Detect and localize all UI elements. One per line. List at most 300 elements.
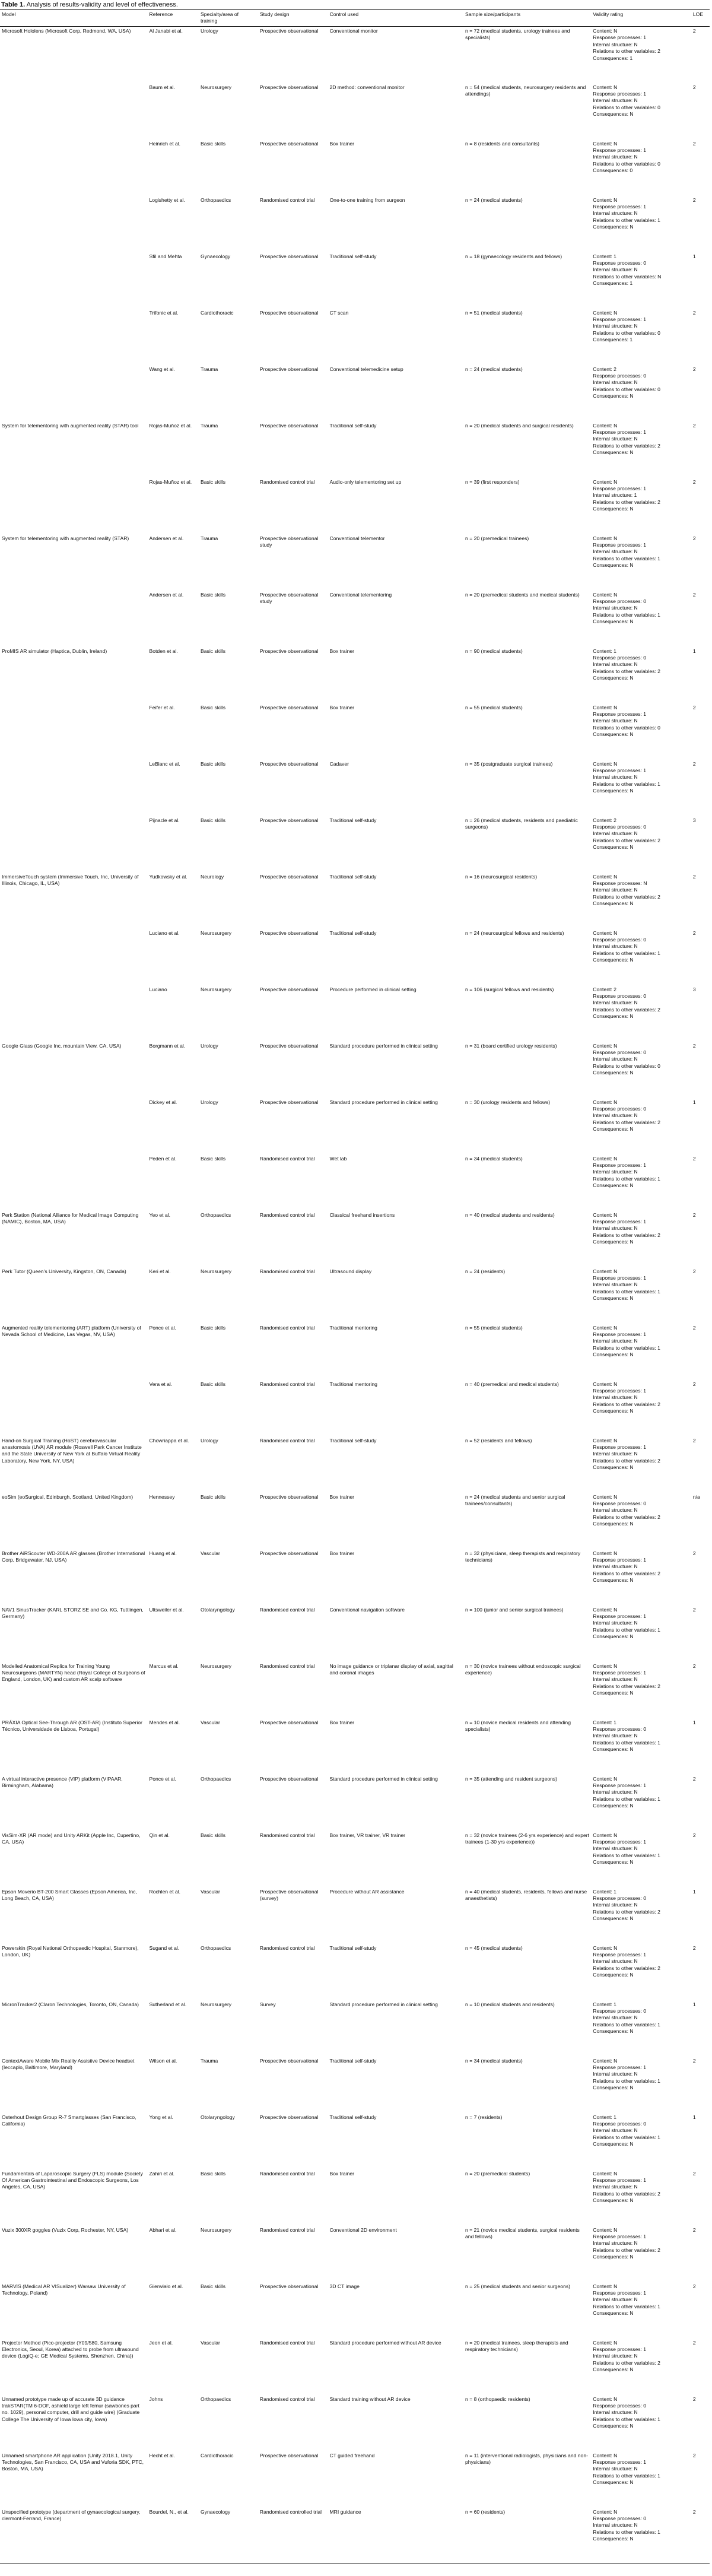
validity-line: Response processes: 0 bbox=[593, 936, 647, 943]
cell-loe: 2 bbox=[692, 2226, 696, 2233]
validity-line: Consequences: N bbox=[593, 2366, 634, 2373]
cell-control: Box trainer bbox=[329, 140, 355, 147]
table-row bbox=[0, 2508, 710, 2564]
cell-reference: Bourdel, N., et al. bbox=[148, 2508, 199, 2564]
validity-line: Consequences: N bbox=[593, 1972, 634, 1978]
col-header-validity: Validity rating bbox=[591, 10, 691, 27]
validity-line: Relations to other variables: 1 bbox=[593, 2077, 660, 2084]
cell-reference: Al Janabi et al. bbox=[149, 28, 183, 34]
cell-reference: Vera et al. bbox=[149, 1381, 173, 1387]
cell-control: Wet lab bbox=[329, 1155, 347, 1162]
cell-reference: Hecht et al. bbox=[149, 2452, 175, 2458]
cell-sample: n = 30 (novice trainees without endoscopic surgical experience) bbox=[465, 1663, 581, 1676]
validity-line: Internal structure: N bbox=[593, 605, 638, 611]
cell-loe: 2 bbox=[692, 591, 696, 598]
validity-line: Relations to other variables: 2 bbox=[593, 1908, 660, 1915]
cell-sample: n = 54 (medical students, neurosurgery residents and attendings) bbox=[465, 84, 586, 97]
validity-line: Content: 1 bbox=[593, 1719, 616, 1725]
validity-line: Content: N bbox=[593, 2057, 618, 2064]
validity-line: Response processes: 0 bbox=[593, 2120, 647, 2127]
validity-line: Content: N bbox=[593, 1381, 618, 1387]
results-table bbox=[0, 9, 710, 2564]
validity-line: Relations to other variables: 2 bbox=[593, 2247, 660, 2253]
validity-line: Consequences: N bbox=[593, 957, 634, 963]
cell-design: Prospective observational bbox=[259, 2452, 319, 2458]
validity-line: Response processes: 0 bbox=[593, 2007, 647, 2014]
validity-line: Response processes: 1 bbox=[593, 1444, 647, 1450]
cell-design: Survey bbox=[259, 2001, 276, 2007]
cell-model: Google Glass (Google Inc, mountain View, CA, USA) bbox=[2, 1042, 122, 1049]
cell-specialty: Orthopaedics bbox=[201, 1944, 231, 1951]
cell-design: Prospective observational bbox=[259, 28, 319, 34]
cell-validity bbox=[591, 816, 691, 873]
cell-validity bbox=[591, 1154, 691, 1211]
cell-control: Traditional self-study bbox=[329, 873, 377, 880]
validity-line: Relations to other variables: 2 bbox=[593, 48, 660, 55]
cell-sample: n = 40 (medical students, residents, fellows and nurse anaesthetists) bbox=[465, 1888, 587, 1901]
cell-validity bbox=[591, 703, 691, 760]
cell-sample: n = 10 (novice medical residents and attending specialists) bbox=[465, 1719, 571, 1732]
cell-control: Traditional self-study bbox=[329, 817, 377, 823]
table-row bbox=[0, 929, 710, 985]
validity-line: Relations to other variables: 0 bbox=[593, 329, 660, 336]
validity-line: Internal structure: N bbox=[593, 1338, 638, 1344]
cell-reference: Zahiri et al. bbox=[149, 2170, 175, 2177]
validity-line: Consequences: N bbox=[593, 393, 634, 399]
validity-line: Response processes: 1 bbox=[593, 147, 647, 153]
validity-line: Response processes: 1 bbox=[593, 1951, 647, 1958]
cell-reference: Feifer et al. bbox=[149, 704, 175, 710]
cell-reference: Keri et al. bbox=[149, 1268, 171, 1274]
cell-reference: Luciano et al. bbox=[149, 929, 180, 936]
cell-design: Prospective observational bbox=[259, 1775, 319, 1782]
cell-sample: n = 20 (premedical trainees) bbox=[465, 535, 529, 541]
cell-sample: n = 11 (interventional radiologists, physicians and non-physicians) bbox=[465, 2452, 588, 2465]
cell-model: A virtual interactive presence (VIP) platform (VIPAAR, Birmingham, Alabama) bbox=[2, 1775, 123, 1788]
validity-line: Content: N bbox=[593, 1211, 618, 1218]
cell-control: Traditional self-study bbox=[329, 2057, 377, 2064]
cell-control: Box trainer bbox=[329, 1719, 355, 1725]
cell-design: Randomised control trial bbox=[259, 2339, 315, 2346]
cell-control: Conventional telementor bbox=[329, 535, 385, 541]
cell-control: Audio-only telementoring set up bbox=[329, 478, 402, 485]
cell-specialty: Basic skills bbox=[201, 478, 226, 485]
validity-line: Consequences: 1 bbox=[593, 280, 633, 287]
cell-loe: 2 bbox=[692, 704, 696, 710]
validity-line: Response processes: 1 bbox=[593, 429, 647, 435]
cell-control: Standard training without AR device bbox=[329, 2396, 411, 2402]
cell-specialty: Basic skills bbox=[201, 817, 226, 823]
table-row bbox=[0, 1718, 710, 1775]
validity-line: Internal structure: N bbox=[593, 1563, 638, 1570]
cell-loe: 1 bbox=[692, 253, 696, 259]
cell-design: Randomised control trial bbox=[259, 2170, 315, 2177]
cell-model bbox=[0, 591, 148, 647]
validity-line: Response processes: 1 bbox=[593, 2177, 647, 2183]
validity-line: Consequences: N bbox=[593, 2479, 634, 2486]
validity-line: Relations to other variables: 0 bbox=[593, 386, 660, 392]
cell-reference: Qin et al. bbox=[149, 1832, 170, 1838]
validity-line: Internal structure: N bbox=[593, 1169, 638, 1175]
cell-model bbox=[0, 816, 148, 873]
validity-line: Consequences: N bbox=[593, 1915, 634, 1922]
validity-line: Relations to other variables: 2 bbox=[593, 1457, 660, 1464]
cell-loe: 2 bbox=[692, 1944, 696, 1951]
cell-model: Projector Method (Pico-projector (Y09/580, Samsung Electronics, Seoul, Korea) attached to probe from ultrasound device (LogiQ-e; GE Medical Systems, Shenzhen, China)) bbox=[2, 2339, 139, 2359]
cell-model bbox=[0, 985, 148, 1042]
cell-validity bbox=[591, 196, 691, 252]
cell-sample: n = 20 (medical students and surgical residents) bbox=[465, 422, 574, 429]
cell-design: Prospective observational bbox=[259, 309, 319, 316]
validity-line: Response processes: 1 bbox=[593, 1556, 647, 1563]
cell-reference: Ponce et al. bbox=[149, 1775, 176, 1782]
cell-design: Prospective observational bbox=[259, 648, 319, 654]
cell-control: Box trainer bbox=[329, 648, 355, 654]
cell-loe: 2 bbox=[692, 2283, 696, 2289]
cell-sample: n = 25 (medical students and senior surgeons) bbox=[465, 2283, 571, 2289]
cell-specialty: Basic skills bbox=[201, 1832, 226, 1838]
cell-reference: Sugand et al. bbox=[149, 1944, 180, 1951]
cell-design: Randomised control trial bbox=[259, 1268, 315, 1274]
table-row bbox=[0, 1606, 710, 1662]
validity-line: Response processes: 0 bbox=[593, 1725, 647, 1732]
validity-line: Consequences: N bbox=[593, 1803, 634, 1809]
validity-line: Response processes: 0 bbox=[593, 992, 647, 999]
cell-loe: 2 bbox=[692, 196, 696, 203]
cell-control: Traditional self-study bbox=[329, 1944, 377, 1951]
cell-control: Conventional monitor bbox=[329, 28, 378, 34]
table-row bbox=[0, 139, 710, 196]
cell-loe: 2 bbox=[692, 1663, 696, 1669]
cell-design: Prospective observational bbox=[259, 1099, 319, 1105]
validity-line: Relations to other variables: 2 bbox=[593, 837, 660, 843]
cell-validity bbox=[591, 1944, 691, 2000]
validity-line: Content: N bbox=[593, 1268, 618, 1274]
validity-line: Consequences: N bbox=[593, 1295, 634, 1302]
cell-validity bbox=[591, 591, 691, 647]
cell-specialty: Basic skills bbox=[201, 1493, 226, 1500]
cell-validity bbox=[591, 139, 691, 196]
validity-line: Consequences: N bbox=[593, 449, 634, 456]
col-header-reference: Reference bbox=[148, 10, 199, 27]
table-row bbox=[0, 1380, 710, 1436]
cell-sample: n = 7 (residents) bbox=[465, 2114, 503, 2120]
validity-line: Relations to other variables: 2 bbox=[593, 1232, 660, 1238]
cell-control: Box trainer bbox=[329, 704, 355, 710]
validity-line: Internal structure: N bbox=[593, 774, 638, 781]
validity-line: Response processes: 0 bbox=[593, 372, 647, 379]
table-row bbox=[0, 2000, 710, 2057]
cell-control: MRI guidance bbox=[328, 2508, 463, 2564]
cell-control: Traditional self-study bbox=[329, 253, 377, 259]
cell-model bbox=[0, 365, 148, 421]
validity-line: Consequences: N bbox=[593, 2423, 634, 2429]
cell-model bbox=[0, 252, 148, 309]
cell-specialty: Urology bbox=[201, 1099, 218, 1105]
cell-design: Prospective observational (survey) bbox=[259, 1888, 319, 1901]
validity-line: Consequences: N bbox=[593, 2197, 634, 2204]
cell-loe: 2 bbox=[692, 535, 696, 541]
cell-design: Prospective observational bbox=[259, 84, 319, 90]
validity-line: Internal structure: N bbox=[593, 661, 638, 668]
validity-line: Internal structure: N bbox=[593, 1620, 638, 1626]
validity-line: Relations to other variables: 2 bbox=[593, 2359, 660, 2366]
cell-sample: n = 72 (medical students, urology trainees and specialists) bbox=[465, 28, 570, 41]
validity-line: Relations to other variables: 2 bbox=[593, 442, 660, 449]
table-row bbox=[0, 2113, 710, 2169]
cell-control: Traditional self-study bbox=[329, 422, 377, 429]
validity-line: Response processes: N bbox=[593, 880, 647, 886]
cell-design: Prospective observational bbox=[259, 929, 319, 936]
cell-validity bbox=[591, 1775, 691, 1831]
validity-line: Internal structure: 1 bbox=[593, 492, 637, 499]
cell-model: Powerskin (Royal National Orthopaedic Hospital, Stanmore), London, UK) bbox=[2, 1944, 139, 1958]
cell-loe: 2 bbox=[692, 1775, 696, 1782]
cell-reference: Botden et al. bbox=[149, 648, 178, 654]
cell-loe: 2 bbox=[692, 422, 696, 429]
table-row bbox=[0, 365, 710, 421]
validity-line: Relations to other variables: 1 bbox=[593, 950, 660, 956]
validity-line: Content: N bbox=[593, 2170, 618, 2177]
cell-model: PRÁXIA Optical See-Through AR (OST-AR) (Instituto Superior Técnico, Universidade de Lisboa, Portugal) bbox=[2, 1719, 142, 1732]
cell-reference: Rochlen et al. bbox=[149, 1888, 181, 1895]
cell-validity bbox=[591, 534, 691, 591]
validity-line: Relations to other variables: N bbox=[593, 273, 662, 280]
cell-loe: n/a bbox=[692, 1493, 700, 1500]
cell-loe: 1 bbox=[692, 1099, 696, 1105]
cell-validity bbox=[591, 478, 691, 534]
validity-line: Internal structure: N bbox=[593, 1733, 638, 1739]
validity-line: Response processes: 1 bbox=[593, 2064, 647, 2070]
cell-design: Prospective observational bbox=[259, 2057, 319, 2064]
cell-sample: n = 8 (orthopaedic residents) bbox=[465, 2396, 530, 2402]
cell-control: Procedure performed in clinical setting bbox=[329, 986, 417, 992]
cell-model: Modelled Anatomical Replica for Training Young Neurosurgeons (MARTYN) head (Royal College of Surgeons of England, London, UK) and custom AR scalp software bbox=[2, 1663, 145, 1683]
cell-sample: n = 24 (neurosurgical fellows and residents) bbox=[465, 929, 564, 936]
validity-line: Content: N bbox=[593, 535, 618, 541]
validity-line: Internal structure: N bbox=[593, 323, 638, 329]
validity-line: Response processes: 1 bbox=[593, 1669, 647, 1676]
validity-line: Content: N bbox=[593, 1550, 618, 1556]
validity-line: Response processes: 0 bbox=[593, 1500, 647, 1506]
table-row bbox=[0, 2282, 710, 2339]
cell-model: Fundamentals of Laparoscopic Surgery (FLS) module (Society Of American Gastrointestinal and Endoscopic Surgeons, Los Angeles, CA, USA) bbox=[2, 2170, 143, 2190]
validity-line: Content: N bbox=[593, 1493, 618, 1500]
cell-model bbox=[0, 139, 148, 196]
validity-line: Response processes: 0 bbox=[593, 2402, 647, 2409]
cell-loe: 2 bbox=[692, 1381, 696, 1387]
cell-specialty: Basic skills bbox=[201, 140, 226, 147]
cell-model: Microsoft Hololens (Microsoft Corp, Redmond, WA, USA) bbox=[2, 28, 131, 34]
cell-model bbox=[0, 760, 148, 816]
cell-validity bbox=[591, 1718, 691, 1775]
cell-model: eoSim (eoSurgical, Edinburgh, Scotland, United Kingdom) bbox=[2, 1493, 134, 1500]
cell-validity bbox=[591, 760, 691, 816]
cell-reference: LeBlanc et al. bbox=[149, 760, 180, 767]
validity-line: Consequences: 1 bbox=[593, 337, 633, 343]
validity-line: Internal structure: N bbox=[593, 1902, 638, 1908]
cell-sample: n = 100 (junior and senior surgical trainees) bbox=[465, 1606, 564, 1613]
cell-sample: n = 39 (first responders) bbox=[465, 478, 520, 485]
validity-line: Content: N bbox=[593, 704, 618, 710]
validity-line: Consequences: N bbox=[593, 1013, 634, 1020]
validity-line: Content: N bbox=[593, 1606, 618, 1613]
cell-sample: n = 51 (medical students) bbox=[465, 309, 523, 316]
validity-line: Content: N bbox=[593, 929, 618, 936]
validity-line: Consequences: N bbox=[593, 1521, 634, 1527]
validity-line: Internal structure: N bbox=[593, 1789, 638, 1795]
validity-line: Consequences: N bbox=[593, 1070, 634, 1076]
validity-line: Content: 1 bbox=[593, 2114, 616, 2120]
cell-reference: Heinrich et al. bbox=[149, 140, 181, 147]
validity-line: Response processes: 1 bbox=[593, 2289, 647, 2296]
validity-line: Response processes: 0 bbox=[593, 598, 647, 604]
cell-control: Traditional self-study bbox=[329, 1437, 377, 1444]
validity-line: Internal structure: N bbox=[593, 887, 638, 893]
cell-design: Randomised control trial bbox=[259, 1381, 315, 1387]
cell-validity bbox=[591, 252, 691, 309]
validity-line: Content: N bbox=[593, 760, 618, 767]
validity-line: Consequences: N bbox=[593, 900, 634, 907]
validity-line: Relations to other variables: 2 bbox=[593, 1119, 660, 1125]
cell-sample: n = 90 (medical students) bbox=[465, 648, 523, 654]
validity-line: Content: 2 bbox=[593, 986, 616, 992]
cell-validity bbox=[591, 83, 691, 139]
cell-loe: 2 bbox=[691, 2508, 710, 2564]
cell-model bbox=[0, 83, 148, 139]
cell-loe: 2 bbox=[692, 140, 696, 147]
cell-loe: 2 bbox=[692, 1832, 696, 1838]
cell-specialty: Vascular bbox=[201, 1888, 220, 1895]
validity-line: Internal structure: N bbox=[593, 267, 638, 273]
validity-line: Content: N bbox=[593, 422, 618, 429]
cell-design: Prospective observational bbox=[259, 253, 319, 259]
cell-sample: n = 32 (novice trainees (2-6 yrs experience) and expert trainees (1-30 yrs experience)) bbox=[465, 1832, 590, 1845]
cell-specialty: Cardiothoracic bbox=[201, 309, 234, 316]
cell-sample: n = 32 (physicians, sleep therapists and respiratory technicians) bbox=[465, 1550, 581, 1563]
validity-line: Response processes: 1 bbox=[593, 316, 647, 322]
validity-line: Consequences: N bbox=[593, 224, 634, 230]
cell-reference: Andersen et al. bbox=[149, 535, 184, 541]
cell-control: Standard procedure performed without AR device bbox=[329, 2339, 441, 2346]
cell-loe: 2 bbox=[692, 1550, 696, 1556]
cell-specialty: Gynaecology bbox=[199, 2508, 258, 2564]
cell-loe: 2 bbox=[692, 84, 696, 90]
validity-line: Internal structure: N bbox=[593, 1958, 638, 1965]
cell-validity bbox=[591, 2226, 691, 2282]
table-row bbox=[0, 1887, 710, 1944]
cell-loe: 2 bbox=[692, 1437, 696, 1444]
cell-specialty: Neurosurgery bbox=[201, 84, 232, 90]
validity-line: Content: N bbox=[593, 28, 618, 34]
cell-validity bbox=[591, 1831, 691, 1887]
validity-line: Response processes: 1 bbox=[593, 2233, 647, 2239]
table-row bbox=[0, 2226, 710, 2282]
validity-line: Internal structure: N bbox=[593, 2015, 638, 2021]
validity-line: Relations to other variables: 1 bbox=[593, 1852, 660, 1858]
cell-design: Prospective observational bbox=[259, 1042, 319, 1049]
validity-line: Response processes: 0 bbox=[593, 2515, 647, 2521]
cell-design: Randomised control trial bbox=[259, 1437, 315, 1444]
validity-line: Consequences: N bbox=[593, 2254, 634, 2260]
table-row bbox=[0, 816, 710, 873]
cell-specialty: Urology bbox=[201, 28, 218, 34]
table-row bbox=[0, 196, 710, 252]
validity-line: Consequences: N bbox=[593, 675, 634, 681]
cell-model: Vuzix 300XR goggles (Vuzix Corp, Rochester, NY, USA) bbox=[2, 2226, 129, 2233]
cell-reference: Rojas-Muñoz et al. bbox=[149, 478, 192, 485]
validity-line: Internal structure: N bbox=[593, 2240, 638, 2247]
cell-model: Epson Moverio BT-200 Smart Glasses (Epson America, Inc, Long Beach, CA, USA) bbox=[2, 1888, 137, 1901]
cell-design: Randomised control trial bbox=[259, 1606, 315, 1613]
cell-design: Randomised control trial bbox=[259, 1155, 315, 1162]
cell-specialty: Vascular bbox=[201, 1550, 220, 1556]
validity-line: Content: N bbox=[593, 1663, 618, 1669]
table-row bbox=[0, 534, 710, 591]
cell-validity bbox=[591, 985, 691, 1042]
cell-control: One-to-one training from surgeon bbox=[329, 196, 405, 203]
cell-sample: n = 60 (residents) bbox=[463, 2508, 591, 2564]
cell-loe: 2 bbox=[692, 28, 696, 34]
validity-line: Internal structure: N bbox=[593, 2409, 638, 2416]
cell-reference: Trifonic et al. bbox=[149, 309, 179, 316]
cell-validity bbox=[591, 1098, 691, 1154]
validity-line: Consequences: N bbox=[593, 1746, 634, 1753]
validity-line: Content: 1 bbox=[593, 1888, 616, 1895]
validity-line: Response processes: 1 bbox=[593, 203, 647, 210]
validity-line: Content: N bbox=[593, 1832, 618, 1838]
cell-model: Unspecified prototype (department of gynaecological surgery, clermont-Ferrand, France) bbox=[0, 2508, 148, 2564]
validity-line: Internal structure: N bbox=[593, 379, 638, 386]
table-row bbox=[0, 1831, 710, 1887]
validity-line: Consequences: N bbox=[593, 1126, 634, 1132]
table-row bbox=[0, 985, 710, 1042]
validity-line: Consequences: N bbox=[593, 2028, 634, 2035]
cell-specialty: Orthopaedics bbox=[201, 196, 231, 203]
cell-specialty: Basic skills bbox=[201, 1324, 226, 1331]
cell-specialty: Orthopaedics bbox=[201, 1211, 231, 1218]
cell-reference: Jeon et al. bbox=[149, 2339, 173, 2346]
validity-line: Consequences: N bbox=[593, 844, 634, 851]
cell-control: Standard procedure performed in clinical setting bbox=[329, 1775, 438, 1782]
cell-control: Box trainer, VR trainer, VR trainer bbox=[329, 1832, 406, 1838]
cell-sample: n = 40 (premedical and medical students) bbox=[465, 1381, 559, 1387]
cell-specialty: Trauma bbox=[201, 422, 218, 429]
table-caption bbox=[1, 1, 178, 8]
col-header-control: Control used bbox=[328, 10, 463, 27]
validity-line: Response processes: 1 bbox=[593, 1162, 647, 1168]
cell-loe: 3 bbox=[692, 817, 696, 823]
validity-line: Consequences: N bbox=[593, 1239, 634, 1245]
cell-reference: Yong et al. bbox=[149, 2114, 173, 2120]
cell-reference: Ultsweiler et al. bbox=[149, 1606, 184, 1613]
validity-line: Response processes: 1 bbox=[593, 767, 647, 773]
cell-validity bbox=[591, 1493, 691, 1549]
cell-sample: n = 10 (medical students and residents) bbox=[465, 2001, 555, 2007]
validity-line: Relations to other variables: 2 bbox=[593, 1570, 660, 1576]
cell-reference: Sutherland et al. bbox=[149, 2001, 187, 2007]
cell-control: Box trainer bbox=[329, 1493, 355, 1500]
table-row bbox=[0, 2169, 710, 2226]
table-row bbox=[0, 2451, 710, 2508]
col-header-specialty: Specialty/area of training bbox=[199, 10, 258, 27]
cell-loe: 2 bbox=[692, 1042, 696, 1049]
cell-validity bbox=[591, 2508, 691, 2564]
cell-specialty: Neurology bbox=[201, 873, 224, 880]
table-row bbox=[0, 873, 710, 929]
cell-specialty: Urology bbox=[201, 1437, 218, 1444]
cell-loe: 2 bbox=[692, 929, 696, 936]
